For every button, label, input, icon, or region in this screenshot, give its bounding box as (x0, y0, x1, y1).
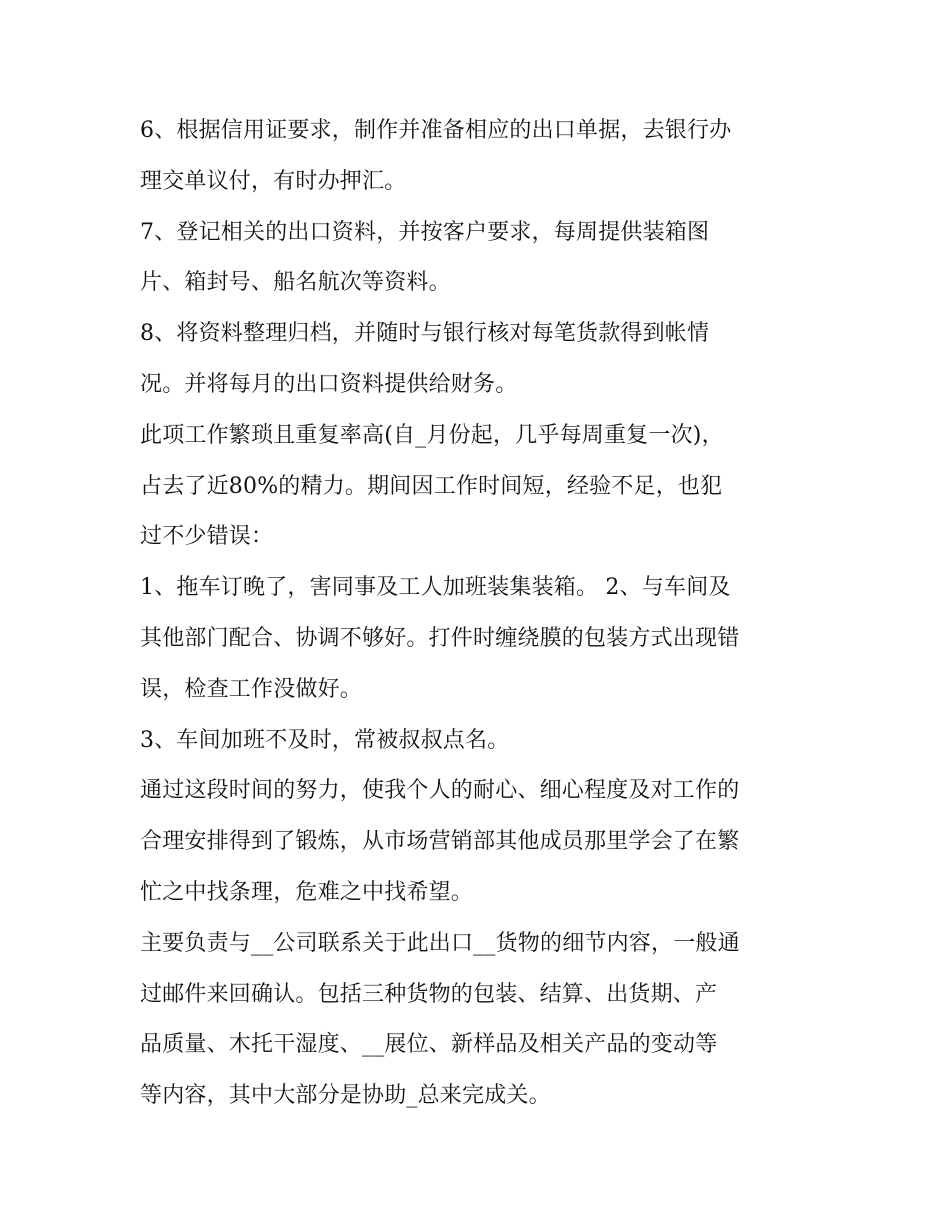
text-line: 等内容，其中大部分是协助_总来完成关。 (140, 1083, 551, 1109)
text-line: 此项工作繁琐且重复率高(自_月份起，几乎每周重复一次)， (140, 422, 724, 448)
text-line: 合理安排得到了锻炼，从市场营销部其他成员那里学会了在繁 (140, 829, 740, 855)
text-line: 过不少错误： (140, 524, 274, 550)
text-line: 通过这段时间的努力，使我个人的耐心、细心程度及对工作的 (140, 778, 740, 804)
text-line: 片、箱封号、船名航次等资料。 (140, 270, 451, 296)
text-line: 7、登记相关的出口资料，并按客户要求，每周提供装箱图 (140, 219, 710, 245)
text-line: 占去了近80%的精力。期间因工作时间短，经验不足，也犯 (140, 473, 723, 499)
text-line: 8、将资料整理归档，并随时与银行核对每笔货款得到帐情 (140, 321, 710, 347)
text-line: 忙之中找条理，危难之中找希望。 (140, 879, 474, 905)
document-body (140, 106, 820, 1122)
text-line: 1、拖车订晚了，害同事及工人加班装集装箱。 2、与车间及 (140, 575, 731, 601)
text-line: 理交单议付，有时办押汇。 (140, 168, 407, 194)
text-line: 品质量、木托干湿度、__展位、新样品及相关产品的变动等 (140, 1032, 718, 1058)
text-line: 6、根据信用证要求，制作并准备相应的出口单据，去银行办 (140, 118, 732, 143)
text-line: 况。并将每月的出口资料提供给财务。 (140, 371, 518, 397)
text-line: 主要负责与__公司联系关于此出口__货物的细节内容，一般通 (140, 930, 740, 956)
text-line: 过邮件来回确认。包括三种货物的包装、结算、出货期、产 (140, 981, 718, 1007)
text-line: 误，检查工作没做好。 (140, 676, 363, 702)
text-line: 3、车间加班不及时，常被叔叔点名。 (140, 727, 510, 753)
text-line: 其他部门配合、协调不够好。打件时缠绕膜的包装方式出现错 (140, 625, 740, 651)
